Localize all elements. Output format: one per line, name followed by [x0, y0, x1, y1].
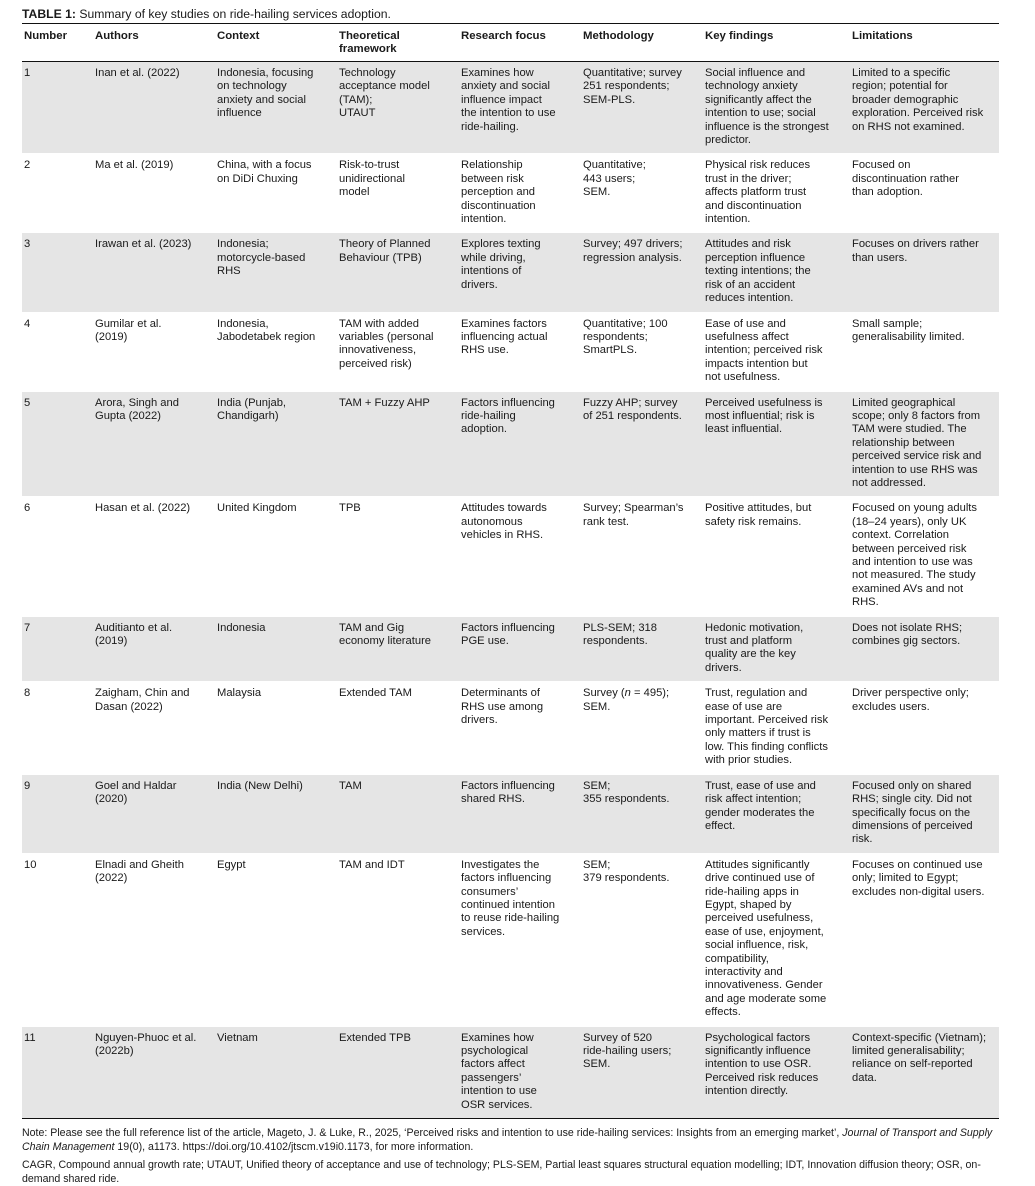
cell-key-findings: Ease of use and usefulness affect intention; perceived risk impacts intention but not usefulness.: [703, 312, 850, 391]
cell-key-findings: Perceived usefulness is most influential; risk is least influential.: [703, 391, 850, 497]
cell-context: Indonesia, focusing on technology anxiety and social influence: [215, 62, 337, 154]
cell-methodology: Survey; 497 drivers; regression analysis.: [581, 233, 703, 312]
cell-research-focus: Investigates the factors influencing consumers’ continued intention to reuse ride-hailing services.: [459, 853, 581, 1026]
cell-framework: Extended TAM: [337, 682, 459, 774]
cell-research-focus: Attitudes towards autonomous vehicles in RHS.: [459, 497, 581, 616]
cell-key-findings: Social influence and technology anxiety significantly affect the intention to use; social influence is the strongest predictor.: [703, 62, 850, 154]
cell-research-focus: Factors influencing shared RHS.: [459, 774, 581, 853]
cell-methodology: SEM; 379 respondents.: [581, 853, 703, 1026]
cell-framework: Risk-to-trust unidirectional model: [337, 154, 459, 233]
cell-context: India (New Delhi): [215, 774, 337, 853]
cell-research-focus: Examines factors influencing actual RHS use.: [459, 312, 581, 391]
cell-research-focus: Examines how psychological factors affect passengers’ intention to use OSR services.: [459, 1026, 581, 1118]
cell-research-focus: Relationship between risk perception and discontinuation intention.: [459, 154, 581, 233]
cell-context: India (Punjab, Chandigarh): [215, 391, 337, 497]
table-row: [22, 1026, 999, 1118]
cell-limitations: Focuses on drivers rather than users.: [850, 233, 999, 312]
header-limitations: Limitations: [850, 24, 999, 62]
sample-size-symbol: n: [624, 687, 631, 700]
cell-number: 1: [22, 62, 93, 154]
cell-number: 7: [22, 616, 93, 682]
cell-methodology: PLS-SEM; 318 respondents.: [581, 616, 703, 682]
cell-framework: TAM: [337, 774, 459, 853]
cell-number: 5: [22, 391, 93, 497]
cell-limitations: Driver perspective only; excludes users.: [850, 682, 999, 774]
table-row: [22, 154, 999, 233]
cell-methodology: Quantitative; 100 respondents; SmartPLS.: [581, 312, 703, 391]
header-authors: Authors: [93, 24, 215, 62]
cell-number: 6: [22, 497, 93, 616]
cell-framework: Extended TPB: [337, 1026, 459, 1118]
cell-limitations: Limited geographical scope; only 8 factors from TAM were studied. The relationship between perceived service risk and intention to use RHS was not addressed.: [850, 391, 999, 497]
cell-number: 3: [22, 233, 93, 312]
cell-limitations: Focused only on shared RHS; single city. Did not specifically focus on the dimensions of perceived risk.: [850, 774, 999, 853]
header-number: Number: [22, 24, 93, 62]
cell-limitations: Focused on young adults (18–24 years), only UK context. Correlation between perceived risk and intention to use was not measured. The study examined AVs and not RHS.: [850, 497, 999, 616]
cell-research-focus: Determinants of RHS use among drivers.: [459, 682, 581, 774]
methodology-prefix: Survey (: [583, 687, 625, 700]
cell-number: 8: [22, 682, 93, 774]
header-methodology: Methodology: [581, 24, 703, 62]
note-text: Note: Please see the full reference list of the article, Mageto, J. & Luke, R., 2025, ‘Perceived risks and intention to use ride-hailing services: Insights from an emerging market’,: [22, 1127, 843, 1140]
header-context: Context: [215, 24, 337, 62]
cell-authors: Hasan et al. (2022): [93, 497, 215, 616]
header-framework: Theoretical framework: [337, 24, 459, 62]
cell-key-findings: Positive attitudes, but safety risk remains.: [703, 497, 850, 616]
cell-authors: Elnadi and Gheith (2022): [93, 853, 215, 1026]
cell-framework: Theory of Planned Behaviour (TPB): [337, 233, 459, 312]
cell-number: 11: [22, 1026, 93, 1118]
cell-number: 10: [22, 853, 93, 1026]
cell-number: 2: [22, 154, 93, 233]
cell-methodology: SEM; 355 respondents.: [581, 774, 703, 853]
cell-research-focus: Examines how anxiety and social influence impact the intention to use ride-hailing.: [459, 62, 581, 154]
cell-context: Vietnam: [215, 1026, 337, 1118]
table-note: [22, 1127, 999, 1154]
journal-title: Journal of Transport and Supply Chain Management: [22, 1127, 993, 1153]
table-row: [22, 233, 999, 312]
cell-limitations: Does not isolate RHS; combines gig sectors.: [850, 616, 999, 682]
cell-framework: TAM and IDT: [337, 853, 459, 1026]
cell-key-findings: Attitudes and risk perception influence texting intentions; the risk of an accident reduces intention.: [703, 233, 850, 312]
cell-context: Indonesia: [215, 616, 337, 682]
cell-context: China, with a focus on DiDi Chuxing: [215, 154, 337, 233]
cell-methodology: Fuzzy AHP; survey of 251 respondents.: [581, 391, 703, 497]
cell-methodology: Quantitative; survey 251 respondents; SEM-PLS.: [581, 62, 703, 154]
note-citation: 19(0), a1173. https://doi.org/10.4102/jtscm.v19i0.1173, for more information.: [114, 1140, 474, 1153]
cell-context: United Kingdom: [215, 497, 337, 616]
studies-table: [22, 24, 999, 1119]
table-row: [22, 391, 999, 497]
cell-authors: Inan et al. (2022): [93, 62, 215, 154]
cell-key-findings: Psychological factors significantly influence intention to use OSR. Perceived risk reduces intention directly.: [703, 1026, 850, 1118]
table-row: [22, 682, 999, 774]
header-key-findings: Key findings: [703, 24, 850, 62]
cell-number: 9: [22, 774, 93, 853]
cell-framework: Technology acceptance model (TAM); UTAUT: [337, 62, 459, 154]
cell-framework: TPB: [337, 497, 459, 616]
table-caption-text: Summary of key studies on ride-hailing services adoption.: [75, 7, 391, 21]
cell-authors: Auditianto et al. (2019): [93, 616, 215, 682]
cell-context: Egypt: [215, 853, 337, 1026]
cell-methodology: Quantitative; 443 users; SEM.: [581, 154, 703, 233]
methodology-suffix: = 495); SEM.: [583, 687, 670, 713]
cell-limitations: Focuses on continued use only; limited to Egypt; excludes non-digital users.: [850, 853, 999, 1026]
cell-methodology: Survey of 520 ride-hailing users; SEM.: [581, 1026, 703, 1118]
cell-methodology: [581, 682, 703, 774]
table-header-row: [22, 24, 999, 62]
cell-key-findings: Hedonic motivation, trust and platform quality are the key drivers.: [703, 616, 850, 682]
cell-research-focus: Factors influencing ride-hailing adoption.: [459, 391, 581, 497]
table-row: [22, 62, 999, 154]
cell-research-focus: Explores texting while driving, intentions of drivers.: [459, 233, 581, 312]
header-research-focus: Research focus: [459, 24, 581, 62]
cell-methodology: Survey; Spearman’s rank test.: [581, 497, 703, 616]
cell-authors: Ma et al. (2019): [93, 154, 215, 233]
cell-framework: TAM and Gig economy literature: [337, 616, 459, 682]
cell-key-findings: Attitudes significantly drive continued use of ride-hailing apps in Egypt, shaped by perceived usefulness, ease of use, enjoyment, social influence, risk, compatibility, interactivity and innovativeness. Gender and age moderate some effects.: [703, 853, 850, 1026]
document-page: [22, 6, 999, 1186]
cell-authors: Goel and Haldar (2020): [93, 774, 215, 853]
cell-research-focus: Factors influencing PGE use.: [459, 616, 581, 682]
table-row: [22, 312, 999, 391]
cell-context: Malaysia: [215, 682, 337, 774]
cell-authors: Gumilar et al. (2019): [93, 312, 215, 391]
cell-framework: TAM with added variables (personal innovativeness, perceived risk): [337, 312, 459, 391]
table-label: TABLE 1:: [22, 7, 76, 21]
cell-context: Indonesia, Jabodetabek region: [215, 312, 337, 391]
table-row: [22, 616, 999, 682]
table-row: [22, 774, 999, 853]
cell-key-findings: Trust, ease of use and risk affect intention; gender moderates the effect.: [703, 774, 850, 853]
table-row: [22, 497, 999, 616]
cell-limitations: Small sample; generalisability limited.: [850, 312, 999, 391]
cell-limitations: Focused on discontinuation rather than adoption.: [850, 154, 999, 233]
cell-limitations: Limited to a specific region; potential for broader demographic exploration. Perceived risk on RHS not examined.: [850, 62, 999, 154]
cell-authors: Irawan et al. (2023): [93, 233, 215, 312]
cell-authors: Arora, Singh and Gupta (2022): [93, 391, 215, 497]
cell-key-findings: Physical risk reduces trust in the driver; affects platform trust and discontinuation intention.: [703, 154, 850, 233]
table-row: [22, 853, 999, 1026]
cell-key-findings: Trust, regulation and ease of use are important. Perceived risk only matters if trust is low. This finding conflicts with prior studies.: [703, 682, 850, 774]
cell-framework: TAM + Fuzzy AHP: [337, 391, 459, 497]
cell-authors: Nguyen-Phuoc et al. (2022b): [93, 1026, 215, 1118]
cell-number: 4: [22, 312, 93, 391]
abbreviations-note: CAGR, Compound annual growth rate; UTAUT, Unified theory of acceptance and use of technology; PLS-SEM, Partial least squares structural equation modelling; IDT, Innovation diffusion theory; OSR, on-demand shared ride.: [22, 1159, 981, 1185]
table-caption: [22, 6, 999, 22]
cell-authors: Zaigham, Chin and Dasan (2022): [93, 682, 215, 774]
cell-limitations: Context-specific (Vietnam); limited generalisability; reliance on self-reported data.: [850, 1026, 999, 1118]
cell-context: Indonesia; motorcycle-based RHS: [215, 233, 337, 312]
